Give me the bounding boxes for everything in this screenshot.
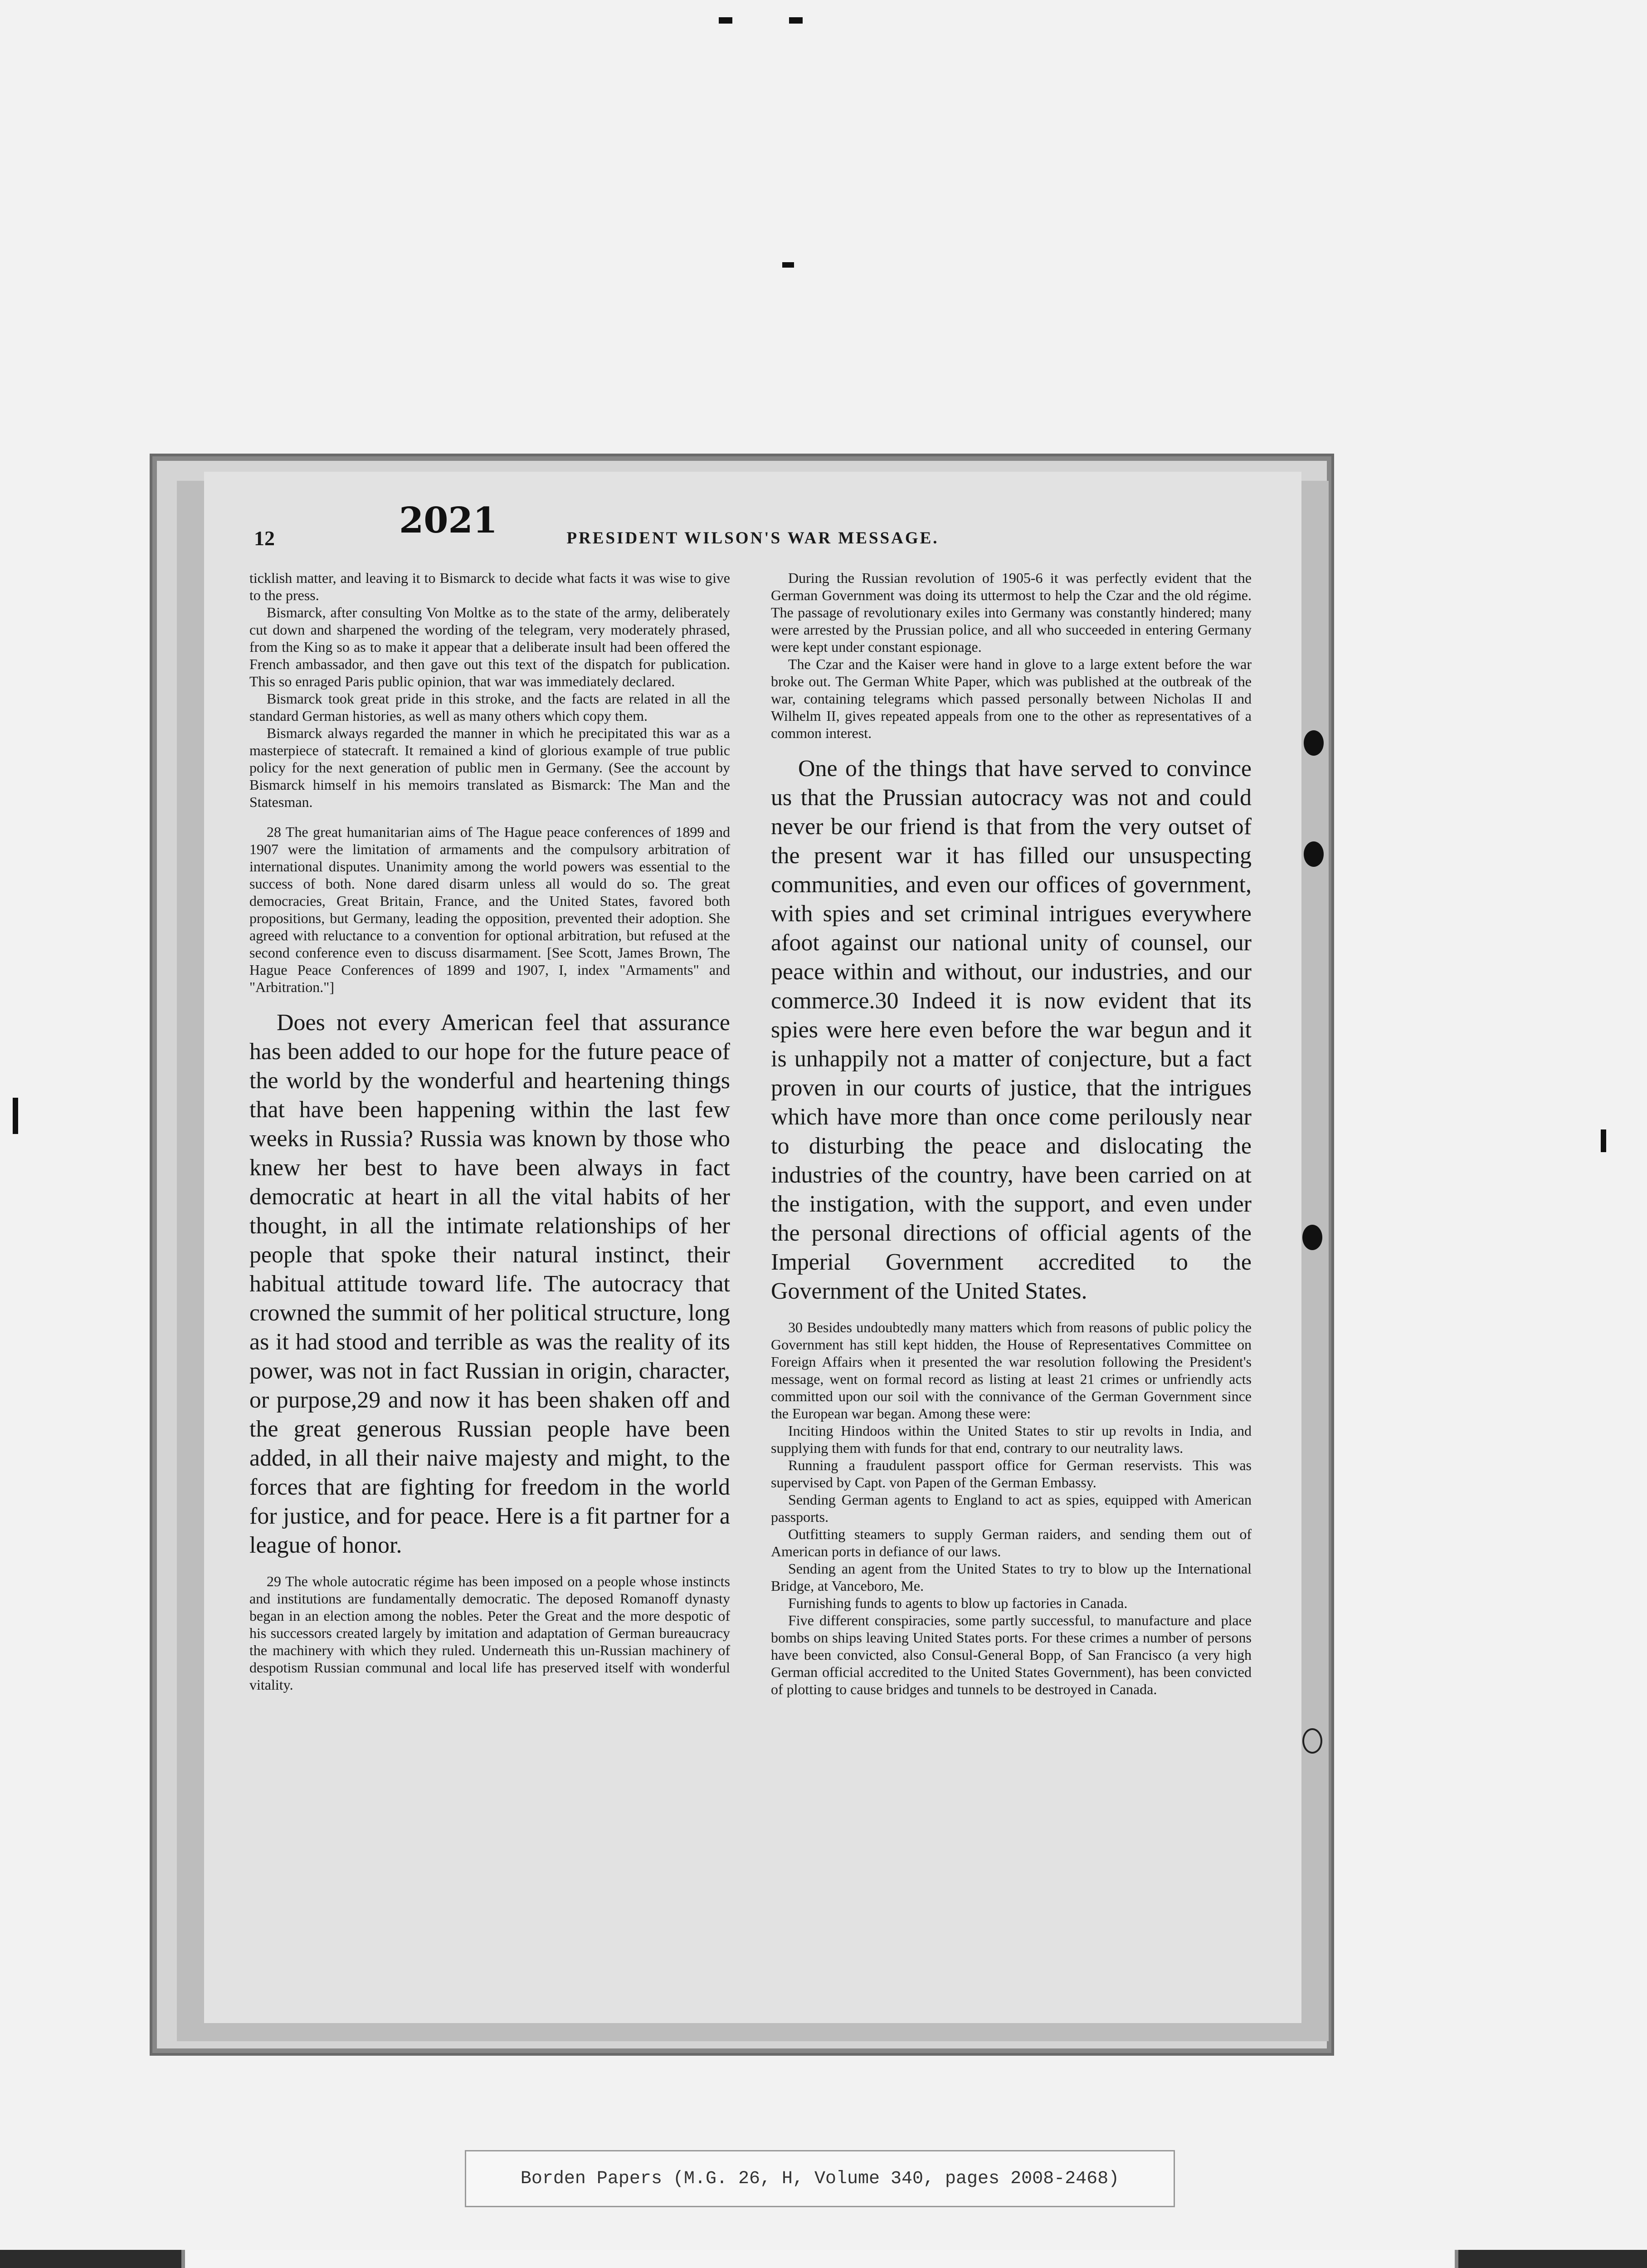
main-text-paragraph: Does not every American feel that assurance has been added to our hope for the future peace of the world by the wonderful and heartening things that have been happening within the last few weeks in Russia? Russia was known by those who knew her best to have been always in fact democratic at heart in all the vital habits of her thought, in all the intimate relationships of her people that spoke their natural instinct, their habitual attitude toward life. The autocracy that crowned the summit of her political structure, long as it had stood and terrible as was the reality of its power, was not in fact Russian in origin, character, or purpose,29 and now it has been shaken off and the great generous Russian people have been added, in all their naive majesty and might, to the forces that are fighting for freedom in the world for justice, and for peace. Here is a fit partner for a league of honor.	[249, 1010, 730, 1558]
binder-hole	[1302, 1728, 1322, 1754]
footnote-paragraph: ticklish matter, and leaving it to Bismarck to decide what facts it was wise to give to the press.	[249, 570, 730, 603]
footnote-paragraph: Sending an agent from the United States to try to blow up the International Bridge, at Vanceboro, Me.	[771, 1560, 1252, 1594]
footnote-28: 28 The great humanitarian aims of The Hague peace conferences of 1899 and 1907 were the limitation of armaments and the compulsory arbitration of international disputes. Unanimity among the world powers was essential to the success of both. None dared disarm unless all would do so. The great democracies, Great Britain, France, and the United States, favored both propositions, but Germany, leading the opposition, prevented their adoption. She agreed with reluctance to a convention for optional arbitration, but refused at the second conference even to discuss disarmament. [See Scott, James Brown, The Hague Peace Conferences of 1899 and 1907, I, index "Armaments" and "Arbitration."]	[249, 824, 730, 995]
footnote-paragraph: Outfitting steamers to supply German raiders, and sending them out of American ports in defiance of our laws.	[771, 1526, 1252, 1559]
footnote-paragraph: During the Russian revolution of 1905-6 it was perfectly evident that the German Government was doing its uttermost to help the Czar and the old régime. The passage of revolutionary exiles into Germany was constantly hindered; many were arrested by the Prussian police, and all who succeeded in entering Germany were kept under constant espionage.	[771, 570, 1252, 655]
left-column	[249, 569, 730, 1693]
footnote-paragraph: Sending German agents to England to act as spies, equipped with American passports.	[771, 1491, 1252, 1525]
footnote-paragraph: Inciting Hindoos within the United States to stir up revolts in India, and supplying them with funds for that end, contrary to our neutrality laws.	[771, 1422, 1252, 1456]
reference-label: Borden Papers (M.G. 26, H, Volume 340, pages 2008-2468)	[465, 2150, 1175, 2207]
footnote-paragraph: Furnishing funds to agents to blow up factories in Canada.	[788, 1595, 1128, 1611]
footnote-30: 30 Besides undoubtedly many matters which from reasons of public policy the Government has still kept hidden, the House of Representatives Committee on Foreign Affairs when it presented the war resolution following the President's message, went on formal record as listing at least 21 crimes or unfriendly acts committed upon our soil with the connivance of the German Government since the European war began. Among these were:	[771, 1319, 1252, 1422]
main-text-paragraph: One of the things that have served to convince us that the Prussian autocracy was not and could never be our friend is that from the very outset of the present war it has filled our unsuspecting communities, and even our offices of government, with spies and set criminal intrigues everywhere afoot against our national unity of counsel, our peace within and without, our industries, and our commerce.30 Indeed it is now evident that its spies were here even before the war begun and it is unhappily not a matter of conjecture, but a fact proven in our courts of justice, that the intrigues which have more than once come perilously near to disturbing the peace and dislocating the industries of the country, have been carried on at the instigation, with the support, and even under the personal directions of official agents of the Imperial Government accredited to the Government of the United States.	[771, 756, 1252, 1304]
right-column	[771, 569, 1252, 1698]
binder-hole	[1302, 1225, 1322, 1250]
footnote-paragraph: Five different conspiracies, some partly successful, to manufacture and place bombs on ships leaving United States ports. For these crimes a number of persons have been convicted, also Consul-General Bopp, of San Francisco (a very high German official accredited to the United States Government), has been convicted of plotting to cause bridges and tunnels to be destroyed in Canada.	[771, 1612, 1252, 1697]
binder-hole	[1304, 730, 1324, 756]
running-head: PRESIDENT WILSON'S WAR MESSAGE.	[566, 529, 939, 547]
archive-stamp-card	[181, 2250, 1458, 2268]
document-page	[204, 472, 1301, 2023]
handwritten-number: 2021	[399, 500, 498, 541]
film-mark	[719, 17, 732, 24]
page-number: 12	[254, 527, 275, 550]
footnote-paragraph: Bismarck took great pride in this stroke, and the facts are related in all the standard German histories, as well as many others which copy them.	[249, 690, 730, 724]
footnote-paragraph: Bismarck always regarded the manner in which he precipitated this war as a masterpiece of statecraft. It remained a kind of glorious example of true public policy for the next generation of public men in Germany. (See the account by Bismarck himself in his memoirs translated as Bismarck: The Man and the Statesman.	[249, 725, 730, 810]
footnote-paragraph: Bismarck, after consulting Von Moltke as to the state of the army, deliberately cut down and sharpened the wording of the telegram, very moderately phrased, from the King so as to make it appear that a deliberate insult had been offered the French ambassador, and then gave out this text of the dispatch for publication. This so enraged Paris public opinion, that war was immediately declared.	[249, 604, 730, 689]
footnote-paragraph: The Czar and the Kaiser were hand in glove to a large extent before the war broke out. The German White Paper, which was published at the outbreak of the war, containing telegrams which passed personally between Nicholas II and Wilhelm II, gives repeated appeals from one to the other as representatives of a common interest.	[771, 656, 1252, 741]
film-mark	[782, 262, 794, 268]
binder-hole	[1304, 841, 1324, 867]
footnote-29: 29 The whole autocratic régime has been imposed on a people whose instincts and institutions are fundamentally democratic. The deposed Romanoff dynasty began in an election among the nobles. Peter the Great and the more despotic of his successors created largely by imitation and adaptation of German bureaucracy the machinery with which they ruled. Underneath this un-Russian machinery of despotism Russian communal and local life has preserved itself with wonderful vitality.	[249, 1573, 730, 1693]
film-mark	[13, 1098, 18, 1134]
footnote-paragraph: Running a fraudulent passport office for German reservists. This was supervised by Capt. von Papen of the German Embassy.	[771, 1457, 1252, 1491]
film-mark	[1601, 1129, 1606, 1152]
film-mark	[789, 17, 803, 24]
